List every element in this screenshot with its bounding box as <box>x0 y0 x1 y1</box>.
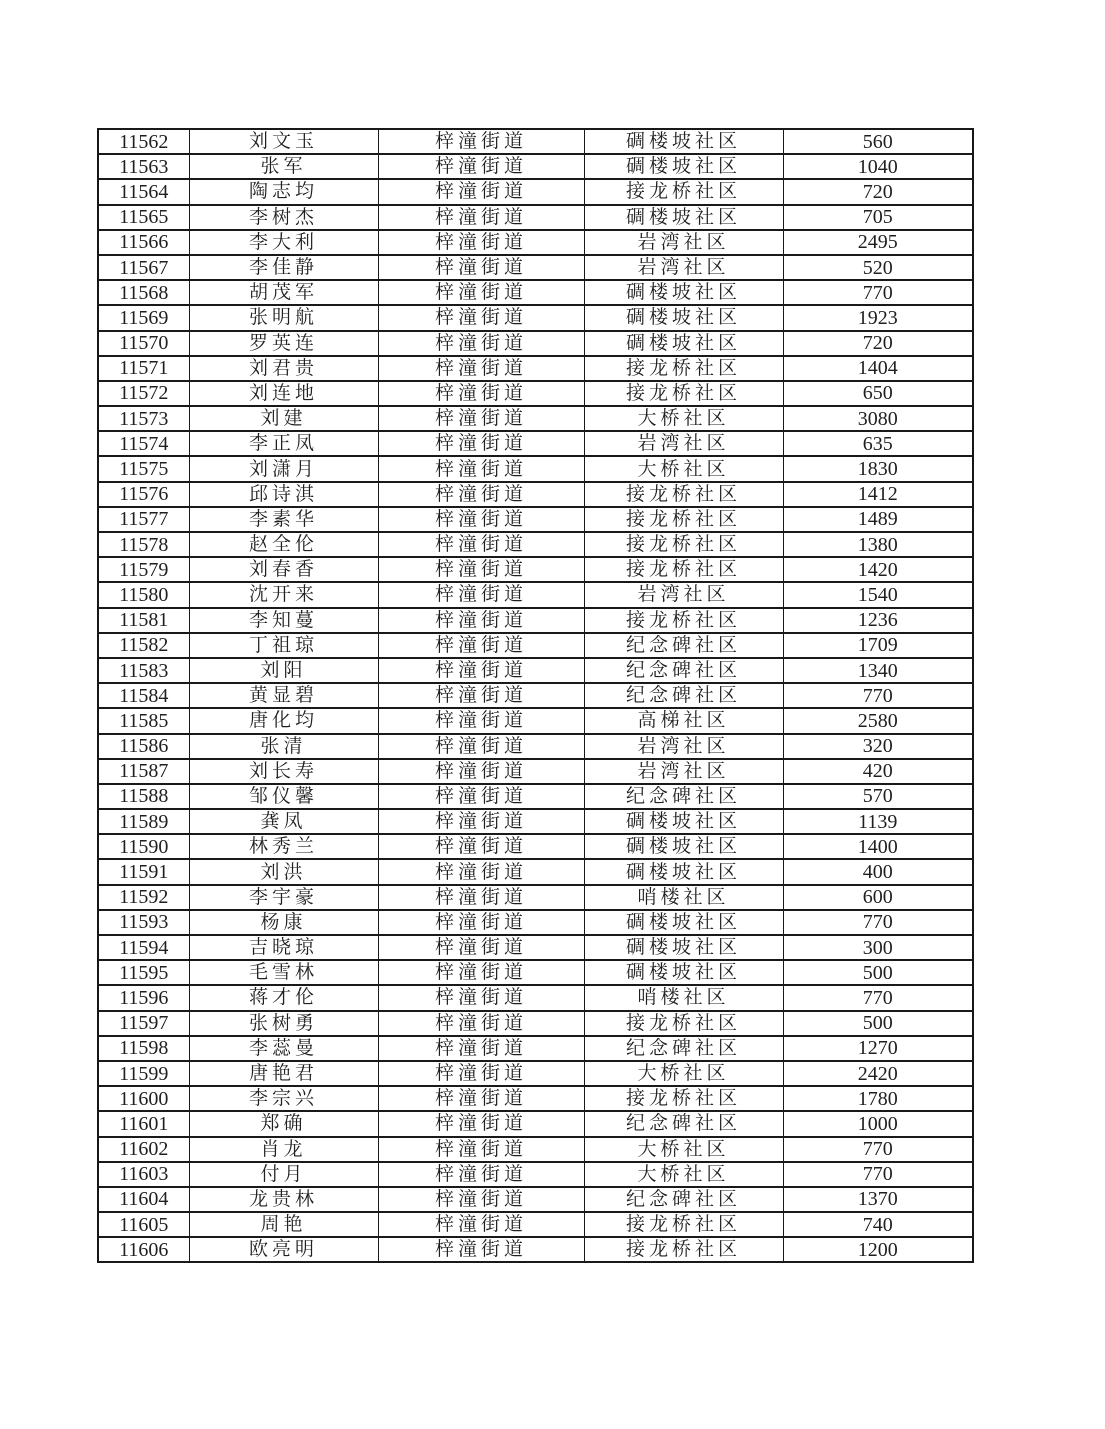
table-row <box>98 1061 973 1086</box>
cell-community: 碉楼坡社区 <box>584 834 783 859</box>
table-row <box>98 1187 973 1212</box>
cell-amount: 320 <box>783 734 973 759</box>
cell-community: 碉楼坡社区 <box>584 129 783 154</box>
cell-name: 罗英连 <box>189 331 378 356</box>
cell-street: 梓潼街道 <box>378 1086 584 1111</box>
cell-serial: 11603 <box>98 1162 189 1187</box>
table-row <box>98 1237 973 1262</box>
cell-amount: 2495 <box>783 230 973 255</box>
cell-serial: 11574 <box>98 431 189 456</box>
cell-community: 大桥社区 <box>584 456 783 481</box>
cell-street: 梓潼街道 <box>378 1061 584 1086</box>
cell-amount: 500 <box>783 960 973 985</box>
cell-street: 梓潼街道 <box>378 985 584 1010</box>
cell-serial: 11565 <box>98 205 189 230</box>
cell-serial: 11579 <box>98 557 189 582</box>
cell-amount: 520 <box>783 255 973 280</box>
cell-name: 李树杰 <box>189 205 378 230</box>
cell-community: 接龙桥社区 <box>584 356 783 381</box>
table-row <box>98 859 973 884</box>
cell-amount: 570 <box>783 784 973 809</box>
cell-name: 邹仪馨 <box>189 784 378 809</box>
cell-community: 接龙桥社区 <box>584 532 783 557</box>
cell-name: 张明航 <box>189 305 378 330</box>
cell-serial: 11595 <box>98 960 189 985</box>
cell-amount: 1236 <box>783 608 973 633</box>
cell-street: 梓潼街道 <box>378 582 584 607</box>
table-row <box>98 381 973 406</box>
cell-street: 梓潼街道 <box>378 683 584 708</box>
beneficiary-table <box>97 128 974 1263</box>
cell-serial: 11567 <box>98 255 189 280</box>
cell-street: 梓潼街道 <box>378 305 584 330</box>
cell-name: 张军 <box>189 154 378 179</box>
cell-serial: 11577 <box>98 507 189 532</box>
cell-community: 接龙桥社区 <box>584 557 783 582</box>
cell-name: 黄显碧 <box>189 683 378 708</box>
cell-street: 梓潼街道 <box>378 734 584 759</box>
cell-serial: 11568 <box>98 280 189 305</box>
cell-community: 接龙桥社区 <box>584 1011 783 1036</box>
cell-amount: 720 <box>783 331 973 356</box>
cell-amount: 770 <box>783 1162 973 1187</box>
cell-amount: 1420 <box>783 557 973 582</box>
cell-name: 刘潇月 <box>189 456 378 481</box>
table-row <box>98 557 973 582</box>
cell-serial: 11585 <box>98 708 189 733</box>
cell-name: 付月 <box>189 1162 378 1187</box>
cell-serial: 11604 <box>98 1187 189 1212</box>
cell-street: 梓潼街道 <box>378 708 584 733</box>
cell-name: 张树勇 <box>189 1011 378 1036</box>
table-row <box>98 658 973 683</box>
cell-serial: 11600 <box>98 1086 189 1111</box>
cell-name: 杨康 <box>189 910 378 935</box>
cell-street: 梓潼街道 <box>378 331 584 356</box>
table-row <box>98 532 973 557</box>
table-row <box>98 205 973 230</box>
cell-community: 岩湾社区 <box>584 230 783 255</box>
cell-street: 梓潼街道 <box>378 784 584 809</box>
table-row <box>98 1011 973 1036</box>
cell-amount: 1139 <box>783 809 973 834</box>
cell-serial: 11562 <box>98 129 189 154</box>
cell-name: 沈开来 <box>189 582 378 607</box>
cell-street: 梓潼街道 <box>378 482 584 507</box>
cell-name: 李宗兴 <box>189 1086 378 1111</box>
cell-amount: 770 <box>783 985 973 1010</box>
table-row <box>98 280 973 305</box>
cell-amount: 770 <box>783 683 973 708</box>
table-row <box>98 230 973 255</box>
cell-community: 接龙桥社区 <box>584 179 783 204</box>
cell-amount: 2580 <box>783 708 973 733</box>
cell-serial: 11572 <box>98 381 189 406</box>
cell-community: 接龙桥社区 <box>584 381 783 406</box>
cell-serial: 11566 <box>98 230 189 255</box>
cell-serial: 11591 <box>98 859 189 884</box>
table-row <box>98 456 973 481</box>
cell-street: 梓潼街道 <box>378 205 584 230</box>
cell-serial: 11592 <box>98 885 189 910</box>
cell-name: 唐艳君 <box>189 1061 378 1086</box>
cell-street: 梓潼街道 <box>378 532 584 557</box>
cell-serial: 11580 <box>98 582 189 607</box>
cell-street: 梓潼街道 <box>378 179 584 204</box>
table-row <box>98 1212 973 1237</box>
table-row <box>98 1086 973 1111</box>
cell-amount: 1540 <box>783 582 973 607</box>
cell-serial: 11594 <box>98 935 189 960</box>
table-row <box>98 305 973 330</box>
cell-name: 刘长寿 <box>189 759 378 784</box>
cell-name: 蒋才伦 <box>189 985 378 1010</box>
cell-community: 接龙桥社区 <box>584 1212 783 1237</box>
table-row <box>98 129 973 154</box>
cell-name: 毛雪林 <box>189 960 378 985</box>
cell-street: 梓潼街道 <box>378 557 584 582</box>
cell-serial: 11581 <box>98 608 189 633</box>
table-row <box>98 809 973 834</box>
cell-amount: 770 <box>783 280 973 305</box>
table-row <box>98 1162 973 1187</box>
cell-community: 纪念碑社区 <box>584 633 783 658</box>
cell-amount: 600 <box>783 885 973 910</box>
cell-amount: 560 <box>783 129 973 154</box>
table-row <box>98 482 973 507</box>
cell-street: 梓潼街道 <box>378 960 584 985</box>
cell-name: 吉晓琼 <box>189 935 378 960</box>
cell-community: 大桥社区 <box>584 1061 783 1086</box>
cell-amount: 770 <box>783 1137 973 1162</box>
cell-name: 肖龙 <box>189 1137 378 1162</box>
cell-serial: 11575 <box>98 456 189 481</box>
table-row <box>98 834 973 859</box>
table-body <box>98 129 973 1262</box>
cell-name: 李知蔓 <box>189 608 378 633</box>
cell-serial: 11563 <box>98 154 189 179</box>
cell-serial: 11570 <box>98 331 189 356</box>
table-row <box>98 683 973 708</box>
cell-amount: 1340 <box>783 658 973 683</box>
table-row <box>98 1036 973 1061</box>
cell-serial: 11599 <box>98 1061 189 1086</box>
cell-amount: 2420 <box>783 1061 973 1086</box>
cell-amount: 650 <box>783 381 973 406</box>
cell-amount: 1489 <box>783 507 973 532</box>
table-row <box>98 331 973 356</box>
cell-amount: 1412 <box>783 482 973 507</box>
cell-name: 李素华 <box>189 507 378 532</box>
cell-amount: 1270 <box>783 1036 973 1061</box>
cell-serial: 11582 <box>98 633 189 658</box>
cell-serial: 11606 <box>98 1237 189 1262</box>
cell-community: 碉楼坡社区 <box>584 859 783 884</box>
table-row <box>98 708 973 733</box>
cell-amount: 1200 <box>783 1237 973 1262</box>
table-row <box>98 784 973 809</box>
cell-community: 接龙桥社区 <box>584 482 783 507</box>
cell-street: 梓潼街道 <box>378 1036 584 1061</box>
cell-amount: 1923 <box>783 305 973 330</box>
cell-community: 大桥社区 <box>584 1137 783 1162</box>
table-row <box>98 179 973 204</box>
table-row <box>98 1137 973 1162</box>
cell-street: 梓潼街道 <box>378 1011 584 1036</box>
cell-street: 梓潼街道 <box>378 1212 584 1237</box>
cell-amount: 740 <box>783 1212 973 1237</box>
cell-street: 梓潼街道 <box>378 834 584 859</box>
cell-name: 李佳静 <box>189 255 378 280</box>
cell-community: 哨楼社区 <box>584 985 783 1010</box>
cell-serial: 11589 <box>98 809 189 834</box>
cell-amount: 1380 <box>783 532 973 557</box>
cell-community: 碉楼坡社区 <box>584 154 783 179</box>
cell-name: 李蕊曼 <box>189 1036 378 1061</box>
cell-serial: 11605 <box>98 1212 189 1237</box>
cell-name: 欧亮明 <box>189 1237 378 1262</box>
cell-street: 梓潼街道 <box>378 1187 584 1212</box>
cell-name: 胡茂军 <box>189 280 378 305</box>
cell-street: 梓潼街道 <box>378 1237 584 1262</box>
table-row <box>98 935 973 960</box>
cell-street: 梓潼街道 <box>378 935 584 960</box>
cell-amount: 1400 <box>783 834 973 859</box>
table-row <box>98 960 973 985</box>
cell-amount: 1404 <box>783 356 973 381</box>
cell-serial: 11601 <box>98 1111 189 1136</box>
cell-name: 赵全伦 <box>189 532 378 557</box>
cell-street: 梓潼街道 <box>378 910 584 935</box>
table-row <box>98 406 973 431</box>
cell-name: 唐化均 <box>189 708 378 733</box>
cell-community: 岩湾社区 <box>584 734 783 759</box>
cell-community: 纪念碑社区 <box>584 1111 783 1136</box>
cell-serial: 11586 <box>98 734 189 759</box>
table-row <box>98 431 973 456</box>
cell-serial: 11571 <box>98 356 189 381</box>
cell-street: 梓潼街道 <box>378 1162 584 1187</box>
cell-amount: 300 <box>783 935 973 960</box>
cell-community: 接龙桥社区 <box>584 608 783 633</box>
cell-street: 梓潼街道 <box>378 280 584 305</box>
cell-community: 碉楼坡社区 <box>584 280 783 305</box>
cell-serial: 11569 <box>98 305 189 330</box>
cell-name: 李宇豪 <box>189 885 378 910</box>
cell-amount: 1830 <box>783 456 973 481</box>
cell-community: 纪念碑社区 <box>584 784 783 809</box>
cell-street: 梓潼街道 <box>378 885 584 910</box>
cell-name: 刘阳 <box>189 658 378 683</box>
cell-name: 刘君贵 <box>189 356 378 381</box>
cell-name: 龚凤 <box>189 809 378 834</box>
cell-name: 郑确 <box>189 1111 378 1136</box>
cell-amount: 1040 <box>783 154 973 179</box>
cell-serial: 11596 <box>98 985 189 1010</box>
cell-street: 梓潼街道 <box>378 759 584 784</box>
cell-serial: 11584 <box>98 683 189 708</box>
cell-street: 梓潼街道 <box>378 381 584 406</box>
table-row <box>98 885 973 910</box>
cell-street: 梓潼街道 <box>378 1111 584 1136</box>
table-row <box>98 356 973 381</box>
cell-amount: 400 <box>783 859 973 884</box>
cell-community: 碉楼坡社区 <box>584 205 783 230</box>
table-row <box>98 154 973 179</box>
cell-amount: 720 <box>783 179 973 204</box>
cell-community: 碉楼坡社区 <box>584 305 783 330</box>
cell-street: 梓潼街道 <box>378 406 584 431</box>
table-row <box>98 985 973 1010</box>
cell-amount: 1370 <box>783 1187 973 1212</box>
table-row <box>98 734 973 759</box>
table-row <box>98 608 973 633</box>
cell-name: 刘连地 <box>189 381 378 406</box>
cell-community: 碉楼坡社区 <box>584 910 783 935</box>
cell-street: 梓潼街道 <box>378 809 584 834</box>
cell-serial: 11587 <box>98 759 189 784</box>
cell-community: 高梯社区 <box>584 708 783 733</box>
cell-community: 纪念碑社区 <box>584 1187 783 1212</box>
cell-community: 岩湾社区 <box>584 255 783 280</box>
table-row <box>98 633 973 658</box>
cell-name: 刘春香 <box>189 557 378 582</box>
cell-community: 大桥社区 <box>584 1162 783 1187</box>
cell-name: 刘建 <box>189 406 378 431</box>
cell-serial: 11597 <box>98 1011 189 1036</box>
cell-community: 岩湾社区 <box>584 759 783 784</box>
cell-name: 李正凤 <box>189 431 378 456</box>
cell-community: 纪念碑社区 <box>584 658 783 683</box>
cell-amount: 1000 <box>783 1111 973 1136</box>
cell-street: 梓潼街道 <box>378 154 584 179</box>
cell-street: 梓潼街道 <box>378 230 584 255</box>
cell-community: 纪念碑社区 <box>584 683 783 708</box>
cell-name: 张清 <box>189 734 378 759</box>
cell-name: 刘洪 <box>189 859 378 884</box>
cell-amount: 420 <box>783 759 973 784</box>
cell-community: 接龙桥社区 <box>584 1086 783 1111</box>
cell-amount: 500 <box>783 1011 973 1036</box>
cell-amount: 3080 <box>783 406 973 431</box>
cell-community: 碉楼坡社区 <box>584 331 783 356</box>
cell-community: 大桥社区 <box>584 406 783 431</box>
cell-community: 岩湾社区 <box>584 431 783 456</box>
cell-name: 林秀兰 <box>189 834 378 859</box>
table-row <box>98 255 973 280</box>
cell-serial: 11593 <box>98 910 189 935</box>
cell-amount: 635 <box>783 431 973 456</box>
cell-community: 接龙桥社区 <box>584 1237 783 1262</box>
cell-street: 梓潼街道 <box>378 1137 584 1162</box>
cell-street: 梓潼街道 <box>378 431 584 456</box>
cell-serial: 11564 <box>98 179 189 204</box>
cell-serial: 11573 <box>98 406 189 431</box>
cell-street: 梓潼街道 <box>378 507 584 532</box>
cell-community: 哨楼社区 <box>584 885 783 910</box>
cell-amount: 1780 <box>783 1086 973 1111</box>
table-row <box>98 910 973 935</box>
cell-amount: 770 <box>783 910 973 935</box>
cell-community: 纪念碑社区 <box>584 1036 783 1061</box>
cell-serial: 11588 <box>98 784 189 809</box>
cell-community: 接龙桥社区 <box>584 507 783 532</box>
cell-serial: 11583 <box>98 658 189 683</box>
table-row <box>98 507 973 532</box>
cell-name: 李大利 <box>189 230 378 255</box>
cell-amount: 705 <box>783 205 973 230</box>
cell-amount: 1709 <box>783 633 973 658</box>
cell-serial: 11576 <box>98 482 189 507</box>
table-row <box>98 582 973 607</box>
cell-street: 梓潼街道 <box>378 859 584 884</box>
cell-street: 梓潼街道 <box>378 129 584 154</box>
cell-street: 梓潼街道 <box>378 456 584 481</box>
cell-name: 刘文玉 <box>189 129 378 154</box>
cell-community: 碉楼坡社区 <box>584 809 783 834</box>
cell-street: 梓潼街道 <box>378 608 584 633</box>
cell-name: 邱诗淇 <box>189 482 378 507</box>
cell-street: 梓潼街道 <box>378 633 584 658</box>
cell-name: 龙贵林 <box>189 1187 378 1212</box>
cell-serial: 11598 <box>98 1036 189 1061</box>
cell-street: 梓潼街道 <box>378 356 584 381</box>
table-row <box>98 759 973 784</box>
cell-community: 碉楼坡社区 <box>584 935 783 960</box>
cell-name: 丁祖琼 <box>189 633 378 658</box>
cell-serial: 11590 <box>98 834 189 859</box>
cell-name: 周艳 <box>189 1212 378 1237</box>
cell-name: 陶志均 <box>189 179 378 204</box>
cell-street: 梓潼街道 <box>378 255 584 280</box>
cell-community: 岩湾社区 <box>584 582 783 607</box>
cell-serial: 11602 <box>98 1137 189 1162</box>
cell-community: 碉楼坡社区 <box>584 960 783 985</box>
cell-street: 梓潼街道 <box>378 658 584 683</box>
table-row <box>98 1111 973 1136</box>
cell-serial: 11578 <box>98 532 189 557</box>
